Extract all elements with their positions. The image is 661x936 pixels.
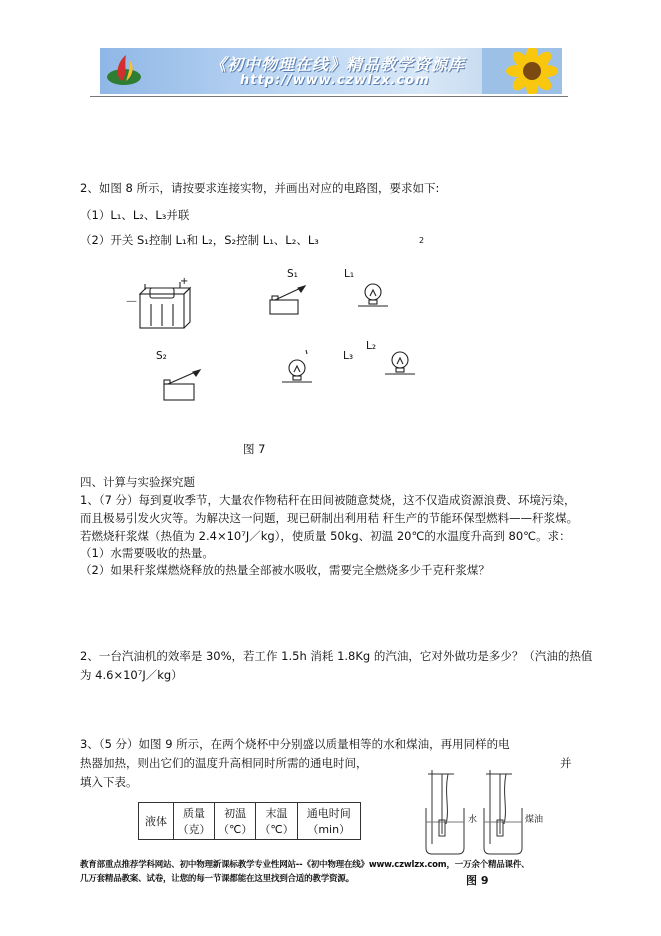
table-header-cell: 液体 [139,803,174,840]
p2-line-2: 为 4.6×10⁷J／kg） [80,668,183,682]
s2-label: S₂ [156,350,167,362]
header-title: 《初中物理在线》精品教学资源库 [210,55,466,74]
kerosene-label: 煤油 [525,815,544,825]
p3-line-2-end: 并 [560,756,572,770]
table-row [139,803,361,840]
site-logo-icon [104,51,144,91]
lamp-l1-icon [358,284,388,306]
p1-sub-2: （2）如果秆浆煤燃烧释放的热量全部被水吸收，需要完全燃烧多少千克秆浆煤？ [80,563,490,577]
q2-intro: 2、如图 8 所示，请按要求连接实物，并画出对应的电路图，要求如下: [80,181,440,195]
liquid-data-table [138,802,361,840]
p3-line-2: 热器加热，则出它们的温度升高相同时所需的通电时间， [80,756,368,770]
footer-line-1: 教育部重点推荐学科网站、初中物理新课标教学专业性网站--《初中物理在线》www.czwlzx.com，一万余个精品课件、 [80,860,530,870]
beaker-water-icon [426,770,464,854]
lamp-l3-icon [282,350,312,382]
water-label: 水 [468,815,478,825]
switch-s2-icon [164,370,200,400]
stray-mark: 2 [419,236,425,245]
battery-icon [140,282,190,328]
l2-label: L₂ [366,340,377,352]
battery-plus-label: + [180,276,189,287]
header-rule [90,96,568,97]
p1-line-1: 1、（7 分）每到夏收季节，大量农作物秸秆在田间被随意焚烧，这不仅造成资源浪费、环境污染， [80,493,576,507]
header-url[interactable]: http://www.czwlzx.com [240,73,430,88]
table-header-cell: 初温 （℃） [215,803,256,840]
s1-label: S₁ [287,268,298,280]
table-header-cell: 末温 （℃） [256,803,297,840]
l1-label: L₁ [344,268,355,280]
table-header-cell: 通电时间 （min） [297,803,360,840]
q2-requirement-2: （2）开关 S₁控制 L₁和 L₂，S₂控制 L₁、L₂、L₃ [80,233,319,247]
p3-line-3: 填入下表。 [80,775,138,789]
p3-line-1: 3、（5 分）如图 9 所示，在两个烧杯中分别盛以质量相等的水和煤油，再用同样的电 [80,737,510,751]
battery-minus-label: － [125,295,139,310]
table-header-cell: 质量 （克） [174,803,215,840]
footer-line-2: 几万套精品教案、试卷，让您的每一节课都能在这里找到合适的教学资源。 [80,874,354,884]
figure-9-caption: 图 9 [466,874,489,887]
section-4-title: 四、计算与实验探究题 [80,475,195,489]
p1-line-3: 若燃烧秆浆煤（热值为 2.4×10⁷J／kg），使质量 50kg、初温 20℃的水温度升高到 80℃。求： [80,529,571,543]
switch-s1-icon [270,286,305,314]
circuit-components-figure [120,260,440,420]
l3-label: L₃ [343,350,354,362]
sunflower-icon [482,48,562,94]
p1-sub-1: （1）水需要吸收的热量。 [80,546,214,560]
p2-line-1: 2、一台汽油机的效率是 30%，若工作 1.5h 消耗 1.8Kg 的汽油，它对外做功是多少？（汽油的热值 [80,649,593,663]
header-banner [100,48,562,94]
p1-line-2: 而且极易引发火灾等。为解决这一问题，现已研制出利用秸 秆生产的节能环保型燃料——秆浆煤。 [80,511,579,525]
figure-7-caption: 图 7 [243,442,266,456]
q2-requirement-1: （1）L₁、L₂、L₃并联 [80,208,190,222]
lamp-l2-icon [385,352,415,374]
beaker-kerosene-icon [484,770,522,854]
